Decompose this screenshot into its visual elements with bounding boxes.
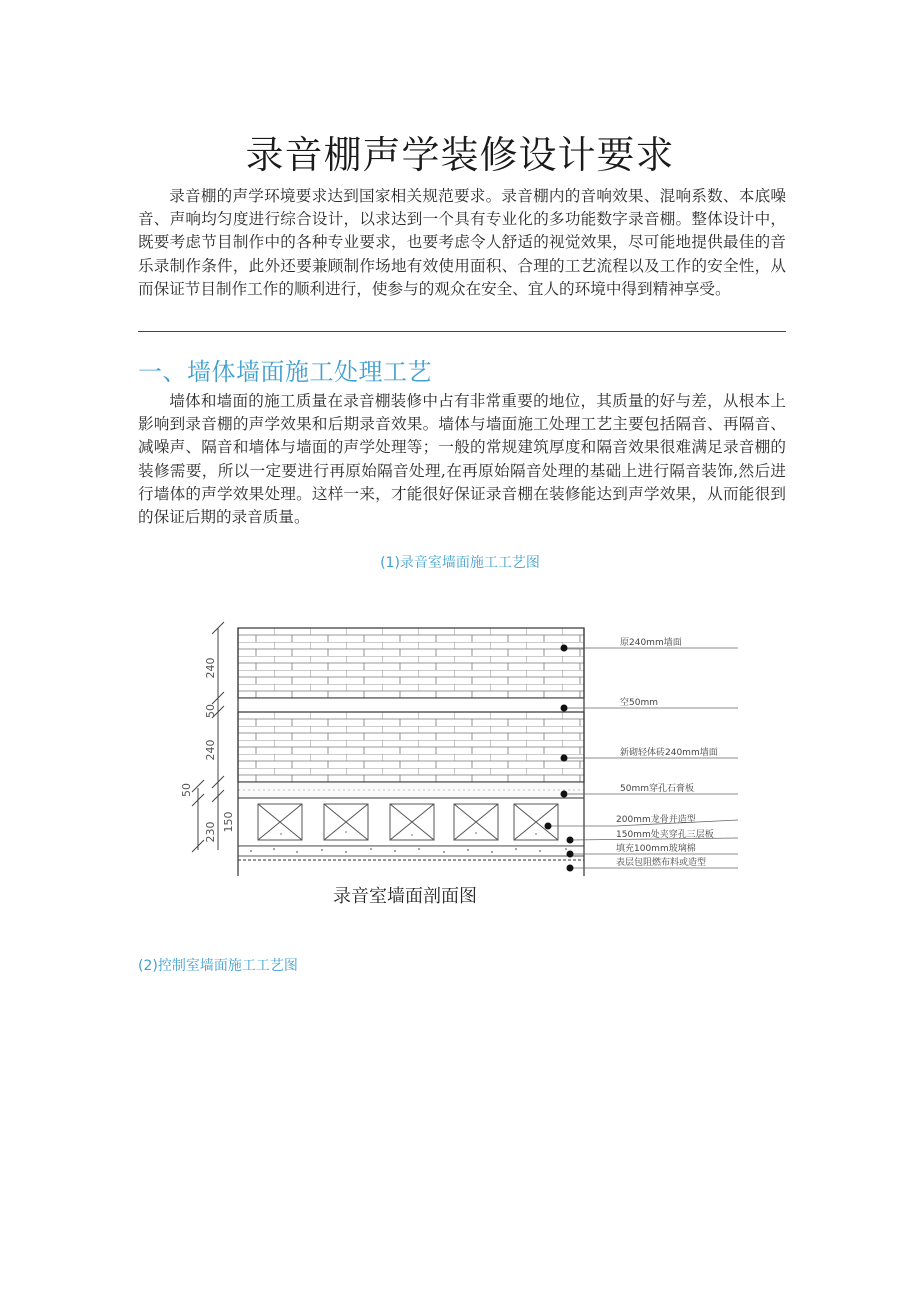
layer-label: 空50mm xyxy=(620,698,658,708)
layer-label: 50mm穿孔石膏板 xyxy=(620,784,694,794)
layer-label: 填充100mm玻璃棉 xyxy=(616,844,696,854)
dimension-label: 230 xyxy=(204,821,217,843)
brick-wall-new xyxy=(238,712,584,782)
dimension-label: 150 xyxy=(222,811,235,833)
layer-label: 150mm处夹穿孔三层板 xyxy=(616,830,714,840)
dimension-label: 50 xyxy=(180,783,193,797)
dimension-label: 240 xyxy=(204,657,217,679)
air-gap-layer xyxy=(238,698,584,712)
layer-label: 表层包阻燃布料或造型 xyxy=(616,858,707,868)
layer-label: 200mm龙骨并造型 xyxy=(616,815,696,825)
figure-caption: 录音室墙面剖面图 xyxy=(333,886,477,907)
section-divider xyxy=(138,331,786,332)
dimension-label: 50 xyxy=(204,704,217,718)
section-heading-wall: 一、墙体墙面施工处理工艺 xyxy=(138,358,432,386)
brick-wall-original xyxy=(238,628,584,698)
wall-section-diagram xyxy=(176,620,746,890)
subsection-caption-recording-room: (1)录音室墙面施工工艺图 xyxy=(380,555,540,571)
wall-section-svg xyxy=(176,620,746,890)
dimension-label: 240 xyxy=(204,739,217,761)
keel-frame-layer xyxy=(238,798,584,846)
layer-label: 新砌轻体砖240mm墙面 xyxy=(620,748,718,758)
dimension-ticks xyxy=(192,622,224,852)
subsection-caption-control-room: (2)控制室墙面施工工艺图 xyxy=(138,958,298,974)
intro-paragraph: 录音棚的声学环境要求达到国家相关规范要求。录音棚内的音响效果、混响系数、本底噪音、声响均匀度进行综合设计，以求达到一个具有专业化的多功能数字录音棚。整体设计中，既要考虑节目制作中的各种专业要求，也要考虑令人舒适的视觉效果，尽可能地提供最佳的音乐录制作条件，此外还要兼顾制作场地有效使用面积、合理的工艺流程以及工作的安全性，从而保证节目制作工作的顺利进行，使参与的观众在安全、宜人的环境中得到精神享受。 xyxy=(138,187,786,298)
section-body-paragraph: 墙体和墙面的施工质量在录音棚装修中占有非常重要的地位，其质量的好与差，从根本上影响到录音棚的声学效果和后期录音效果。墙体与墙面施工处理工艺主要包括隔音、再隔音、减噪声、隔音和墙体与墙面的声学处理等；一般的常规建筑厚度和隔音效果很难满足录音棚的装修需要，所以一定要进行再原始隔音处理,在再原始隔音处理的基础上进行隔音装饰,然后进行墙体的声学效果处理。这样一来，才能很好保证录音棚在装修能达到声学效果，从而能很到的保证后期的录音质量。 xyxy=(138,392,786,527)
layer-label: 原240mm墙面 xyxy=(620,638,682,648)
glass-wool-layer xyxy=(238,846,584,856)
document-title: 录音棚声学装修设计要求 xyxy=(245,133,675,177)
